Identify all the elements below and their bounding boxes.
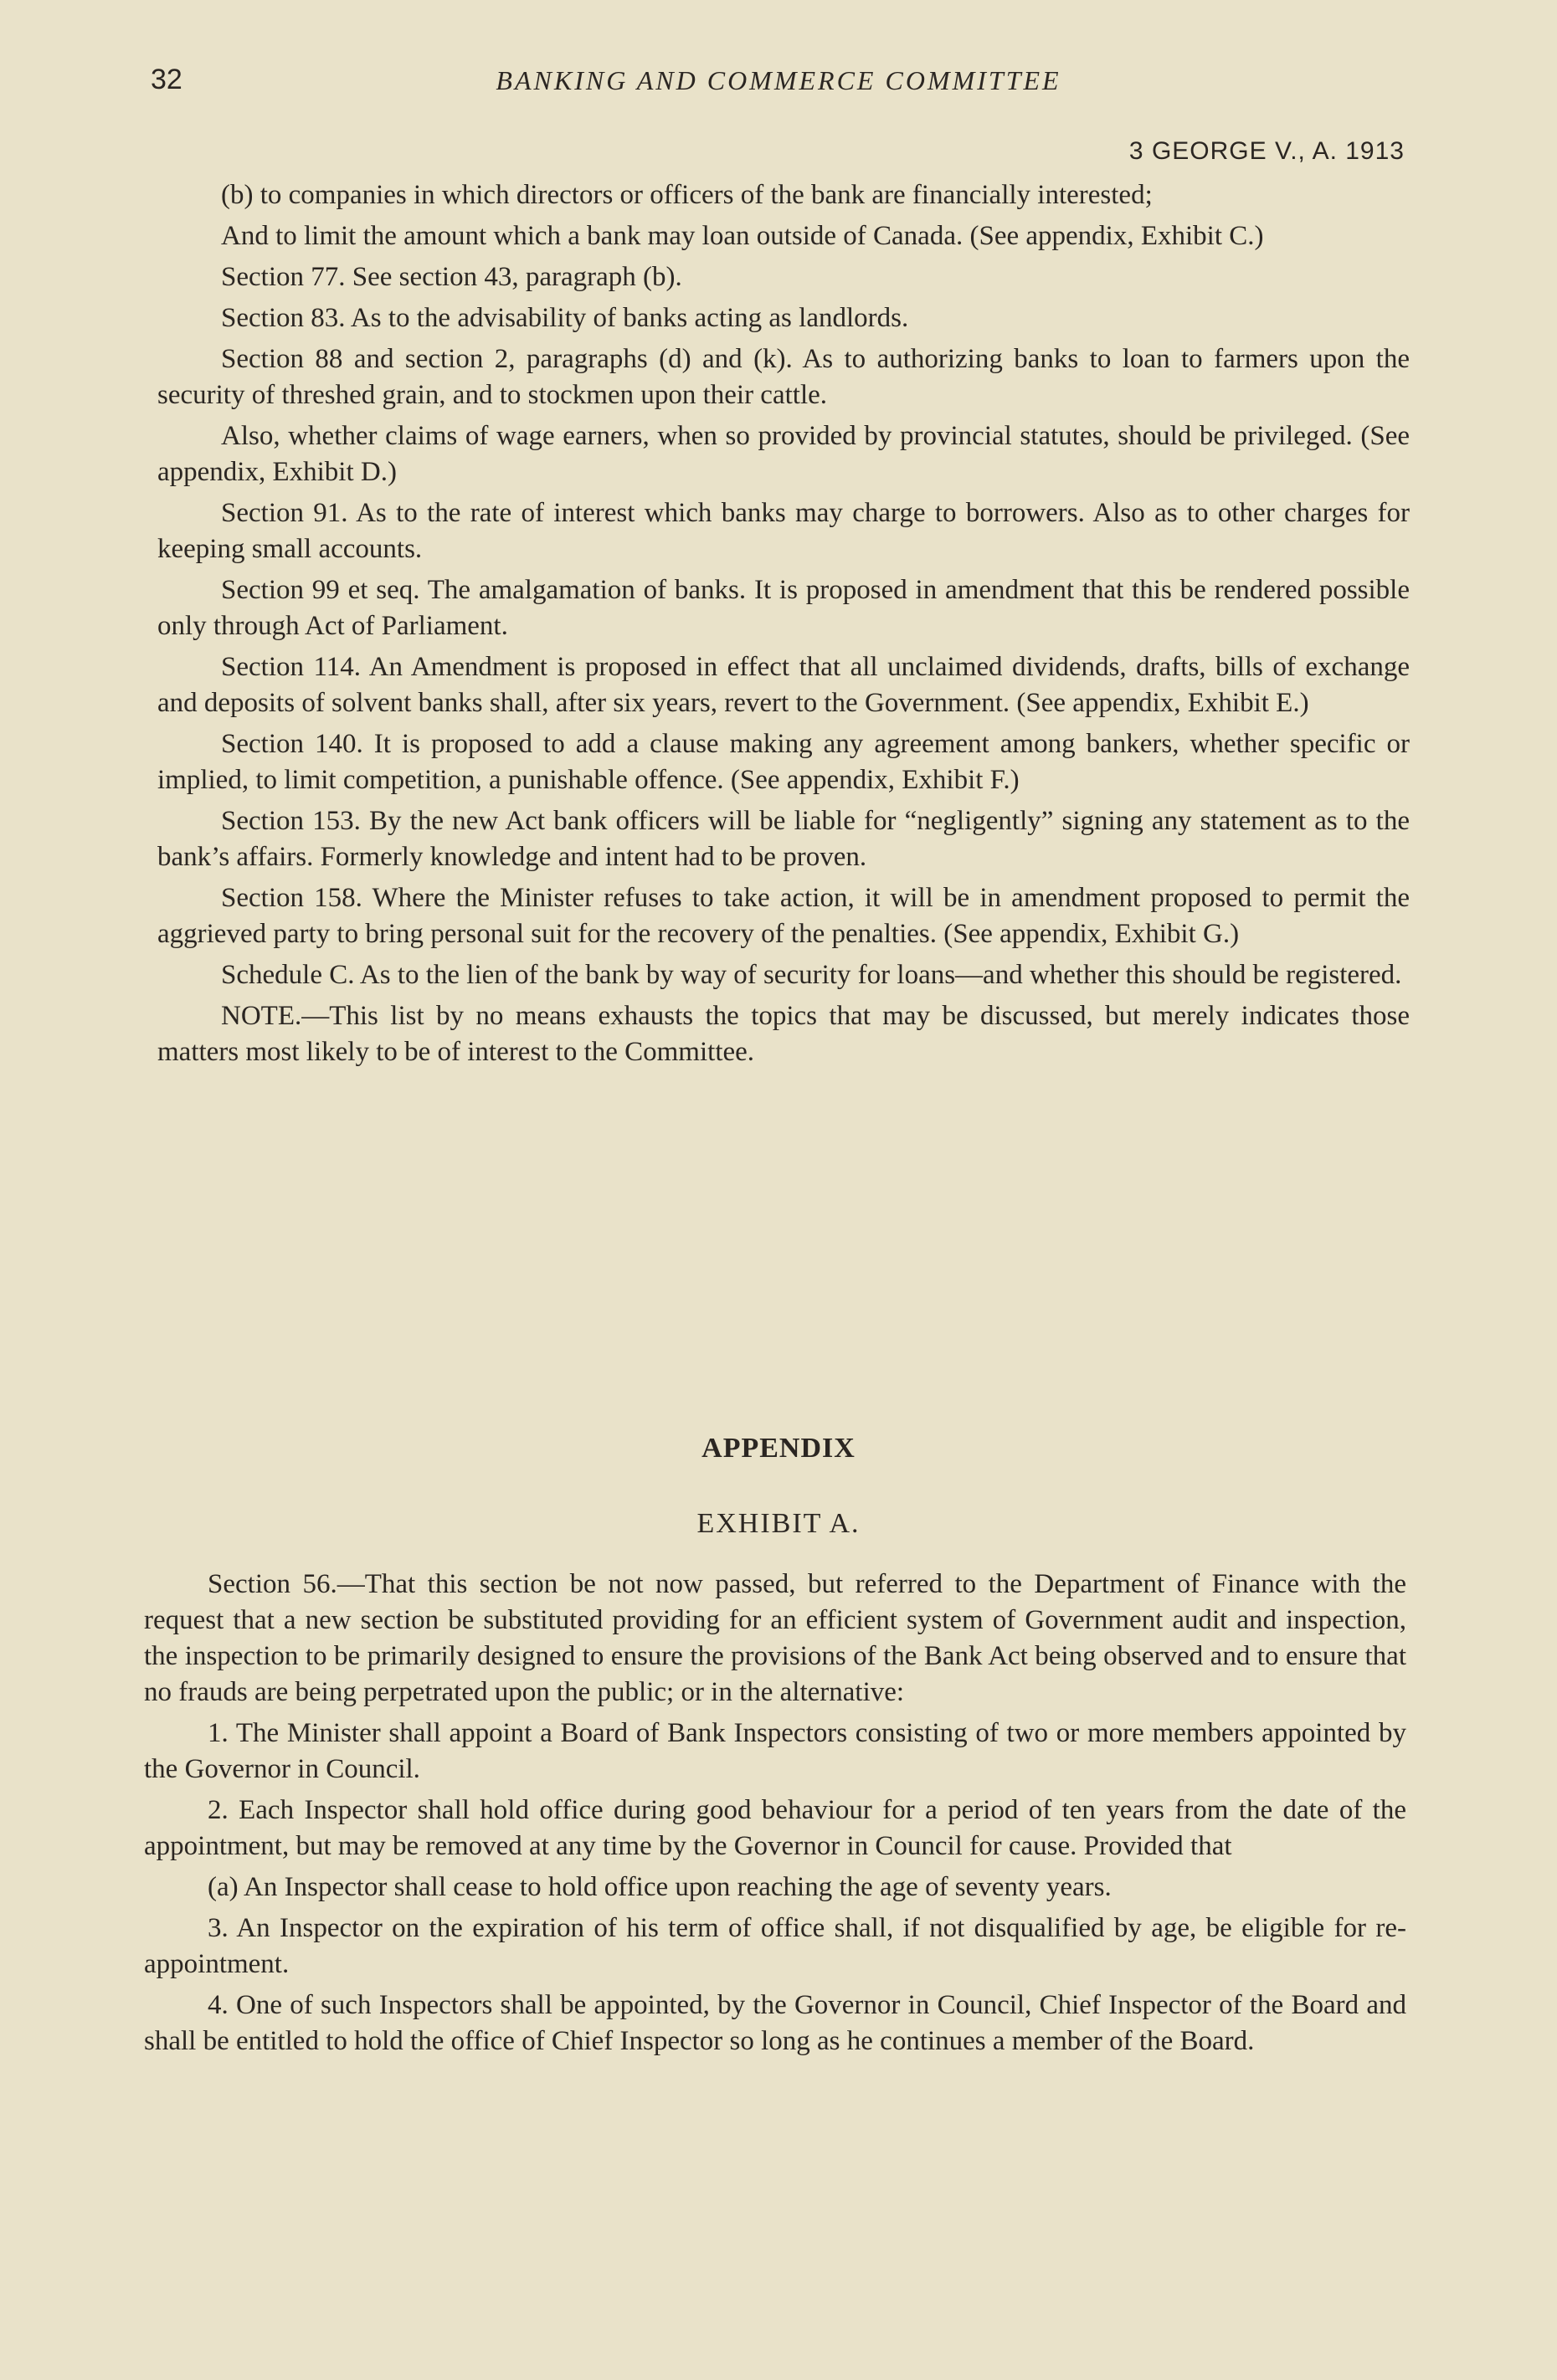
committee-topics-list	[157, 177, 1410, 1075]
appendix-heading: APPENDIX	[701, 1433, 856, 1464]
session-reference: 3 GEORGE V., A. 1913	[1128, 137, 1405, 165]
paragraph: Section 77. See section 43, paragraph (b).	[221, 262, 682, 292]
paragraph: 4. One of such Inspectors shall be appointed, by the Governor in Council, Chief Inspector of the Board and shall be entitled to hold the office of Chief Inspector so long as he continues a member of the Board.	[144, 1990, 1406, 2056]
paragraph: 2. Each Inspector shall hold office during good behaviour for a period of ten years from the date of the appointment, but may be removed at any time by the Governor in Council for cause. Provided that	[144, 1795, 1406, 1861]
paragraph: Section 153. By the new Act bank officers will be liable for “negligently” signing any statement as to the bank’s affairs. Formerly knowledge and intent had to be proven.	[157, 806, 1410, 872]
exhibit-heading: EXHIBIT A.	[696, 1508, 861, 1539]
paragraph: 1. The Minister shall appoint a Board of Bank Inspectors consisting of two or more members appointed by the Governor in Council.	[144, 1718, 1406, 1784]
paragraph: Section 140. It is proposed to add a clause making any agreement among bankers, whether specific or implied, to limit competition, a punishable offence. (See appendix, Exhibit F.)	[157, 729, 1410, 795]
paragraph: (a) An Inspector shall cease to hold office upon reaching the age of seventy years.	[208, 1872, 1112, 1902]
page-number: 32	[151, 64, 182, 95]
exhibit-a-text	[144, 1567, 1406, 2065]
paragraph: Section 56.—That this section be not now passed, but referred to the Department of Finance with the request that a new section be substituted providing for an efficient system of Government audit and inspection, the inspection to be primarily designed to ensure the provisions of the Bank Act being observed and to ensure that no frauds are being perpetrated upon the public; or in the alternative:	[144, 1569, 1406, 1707]
note-paragraph: NOTE.—This list by no means exhausts the topics that may be discussed, but merely indicates those matters most likely to be of interest to the Committee.	[157, 1001, 1410, 1067]
paragraph: Section 158. Where the Minister refuses to take action, it will be in amendment proposed to permit the aggrieved party to bring personal suit for the recovery of the penalties. (See appendix, Exhibit G.)	[157, 883, 1410, 949]
paragraph: And to limit the amount which a bank may loan outside of Canada. (See appendix, Exhibit C.)	[221, 221, 1264, 251]
paragraph: Section 99 et seq. The amalgamation of banks. It is proposed in amendment that this be rendered possible only through Act of Parliament.	[157, 575, 1410, 641]
paragraph: Schedule C. As to the lien of the bank by way of security for loans—and whether this should be registered.	[221, 960, 1402, 990]
running-head: BANKING AND COMMERCE COMMITTEE	[496, 65, 1061, 95]
paragraph: (b) to companies in which directors or officers of the bank are financially interested;	[221, 180, 1153, 210]
paragraph: Section 88 and section 2, paragraphs (d) and (k). As to authorizing banks to loan to farmers upon the security of threshed grain, and to stockmen upon their cattle.	[157, 344, 1410, 410]
paragraph: Section 83. As to the advisability of banks acting as landlords.	[221, 303, 909, 333]
paragraph: Section 114. An Amendment is proposed in effect that all unclaimed dividends, drafts, bills of exchange and deposits of solvent banks shall, after six years, revert to the Government. (See appendix, Exhibit E.)	[157, 652, 1410, 718]
paragraph: Also, whether claims of wage earners, when so provided by provincial statutes, should be privileged. (See appendix, Exhibit D.)	[157, 421, 1410, 487]
paragraph: 3. An Inspector on the expiration of his term of office shall, if not disqualified by age, be eligible for re-appointment.	[144, 1913, 1406, 1979]
paragraph: Section 91. As to the rate of interest which banks may charge to borrowers. Also as to other charges for keeping small accounts.	[157, 498, 1410, 564]
